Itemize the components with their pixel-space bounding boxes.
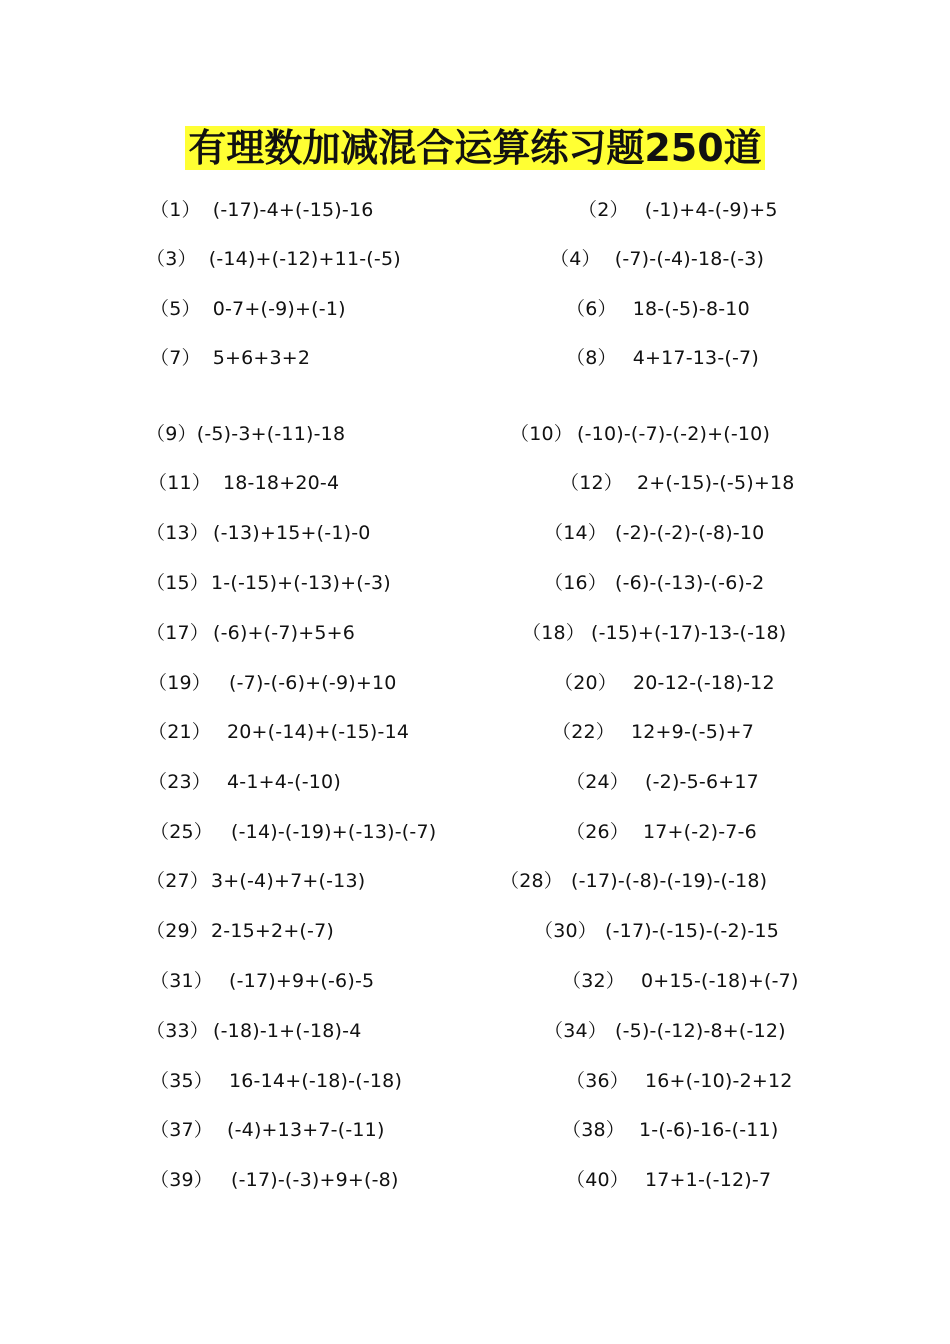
problem-number: （12） — [560, 472, 623, 494]
problem-5 — [150, 297, 346, 321]
problem-1 — [150, 198, 374, 222]
problem-expression: (-4)+13+7-(-11) — [226, 1119, 385, 1141]
problem-expression: 17+(-2)-7-6 — [642, 821, 757, 843]
page-title-text: 有理数加减混合运算练习题250道 — [185, 126, 764, 170]
page-title — [0, 122, 950, 174]
problem-25 — [150, 820, 436, 844]
problem-24 — [566, 770, 759, 794]
problem-number: （34） — [544, 1020, 607, 1042]
problem-number: （33） — [146, 1020, 209, 1042]
problem-expression: 4-1+4-(-10) — [226, 771, 341, 793]
problem-34 — [544, 1019, 786, 1043]
problem-32 — [562, 969, 799, 993]
problem-expression: (-14)-(-19)+(-13)-(-7) — [230, 821, 437, 843]
problem-expression: 1-(-6)-16-(-11) — [638, 1119, 779, 1141]
problem-21 — [148, 720, 409, 744]
problem-3 — [146, 247, 401, 271]
problem-expression: (-18)-1+(-18)-4 — [212, 1020, 362, 1042]
problem-expression: 5+6+3+2 — [212, 347, 311, 369]
problem-number: （23） — [148, 771, 211, 793]
problem-expression: 12+9-(-5)+7 — [630, 721, 755, 743]
problem-31 — [150, 969, 374, 993]
problem-27 — [146, 869, 365, 893]
problem-expression: (-15)+(-17)-13-(-18) — [590, 622, 787, 644]
problem-29 — [146, 919, 334, 943]
problem-expression: (-2)-5-6+17 — [644, 771, 759, 793]
problem-expression: 17+1-(-12)-7 — [644, 1169, 772, 1191]
problem-35 — [150, 1069, 402, 1093]
problem-expression: (-13)+15+(-1)-0 — [212, 522, 371, 544]
problem-number: （4） — [550, 248, 601, 270]
problem-number: （16） — [544, 572, 607, 594]
problem-22 — [552, 720, 754, 744]
problem-40 — [566, 1168, 771, 1192]
problem-expression: 0+15-(-18)+(-7) — [640, 970, 799, 992]
problem-26 — [566, 820, 757, 844]
problem-number: （36） — [566, 1070, 629, 1092]
problem-number: （25） — [150, 821, 213, 843]
problem-number: （29） — [146, 920, 209, 942]
problem-expression: (-17)-(-15)-(-2)-15 — [604, 920, 780, 942]
problem-23 — [148, 770, 341, 794]
problem-number: （9） — [146, 423, 197, 445]
problem-38 — [562, 1118, 778, 1142]
problem-number: （11） — [148, 472, 211, 494]
problem-number: （14） — [544, 522, 607, 544]
problem-number: （21） — [148, 721, 211, 743]
problem-expression: (-6)+(-7)+5+6 — [212, 622, 356, 644]
problem-number: （22） — [552, 721, 615, 743]
problem-36 — [566, 1069, 793, 1093]
problem-number: （38） — [562, 1119, 625, 1141]
problem-10 — [510, 422, 770, 446]
problem-number: （28） — [500, 870, 563, 892]
problem-number: （35） — [150, 1070, 213, 1092]
problem-number: （1） — [150, 199, 201, 221]
problem-number: （32） — [562, 970, 625, 992]
problem-expression: (-17)-4+(-15)-16 — [212, 199, 374, 221]
problem-number: （5） — [150, 298, 201, 320]
problem-37 — [150, 1118, 385, 1142]
problem-expression: 16-14+(-18)-(-18) — [228, 1070, 403, 1092]
problem-12 — [560, 471, 795, 495]
problem-7 — [150, 346, 310, 370]
problem-number: （27） — [146, 870, 209, 892]
problem-expression: (-17)+9+(-6)-5 — [228, 970, 375, 992]
problem-number: （31） — [150, 970, 213, 992]
problem-expression: 2+(-15)-(-5)+18 — [636, 472, 795, 494]
problem-expression: 2-15+2+(-7) — [210, 920, 335, 942]
problem-30 — [534, 919, 779, 943]
problem-number: （10） — [510, 423, 573, 445]
problem-expression: (-17)-(-3)+9+(-8) — [230, 1169, 399, 1191]
problem-number: （37） — [150, 1119, 213, 1141]
problem-number: （15） — [146, 572, 209, 594]
problem-number: （24） — [566, 771, 629, 793]
problem-20 — [554, 671, 775, 695]
problem-number: （40） — [566, 1169, 629, 1191]
problem-8 — [566, 346, 759, 370]
problem-number: （6） — [566, 298, 617, 320]
problem-number: （7） — [150, 347, 201, 369]
problem-11 — [148, 471, 339, 495]
problem-expression: (-1)+4-(-9)+5 — [644, 199, 778, 221]
problem-33 — [146, 1019, 362, 1043]
problem-expression: (-10)-(-7)-(-2)+(-10) — [576, 423, 771, 445]
problem-expression: 0-7+(-9)+(-1) — [212, 298, 346, 320]
problem-19 — [148, 671, 397, 695]
problem-expression: (-5)-3+(-11)-18 — [196, 423, 346, 445]
problem-number: （19） — [148, 672, 211, 694]
problem-16 — [544, 571, 764, 595]
problem-number: （20） — [554, 672, 617, 694]
problem-9 — [146, 422, 345, 446]
problem-28 — [500, 869, 767, 893]
problem-2 — [578, 198, 778, 222]
problem-4 — [550, 247, 764, 271]
problem-expression: (-7)-(-6)+(-9)+10 — [228, 672, 397, 694]
problem-6 — [566, 297, 750, 321]
problem-number: （17） — [146, 622, 209, 644]
problem-expression: 1-(-15)+(-13)+(-3) — [210, 572, 391, 594]
problem-number: （13） — [146, 522, 209, 544]
problem-number: （39） — [150, 1169, 213, 1191]
problem-expression: 20-12-(-18)-12 — [632, 672, 775, 694]
problem-number: （30） — [534, 920, 597, 942]
problem-expression: 18-(-5)-8-10 — [632, 298, 750, 320]
problem-expression: (-14)+(-12)+11-(-5) — [208, 248, 401, 270]
problem-17 — [146, 621, 355, 645]
problem-number: （2） — [578, 199, 629, 221]
problem-expression: 3+(-4)+7+(-13) — [210, 870, 366, 892]
problem-expression: (-2)-(-2)-(-8)-10 — [614, 522, 765, 544]
problem-13 — [146, 521, 371, 545]
problem-number: （18） — [522, 622, 585, 644]
problem-14 — [544, 521, 764, 545]
problem-15 — [146, 571, 391, 595]
problem-expression: (-17)-(-8)-(-19)-(-18) — [570, 870, 768, 892]
problem-expression: 18-18+20-4 — [222, 472, 340, 494]
problem-expression: (-5)-(-12)-8+(-12) — [614, 1020, 786, 1042]
problem-expression: (-7)-(-4)-18-(-3) — [614, 248, 765, 270]
problem-expression: 4+17-13-(-7) — [632, 347, 759, 369]
problem-39 — [150, 1168, 399, 1192]
problem-number: （8） — [566, 347, 617, 369]
problem-expression: 20+(-14)+(-15)-14 — [226, 721, 410, 743]
problem-18 — [522, 621, 786, 645]
problem-expression: 16+(-10)-2+12 — [644, 1070, 793, 1092]
problem-number: （3） — [146, 248, 197, 270]
problem-expression: (-6)-(-13)-(-6)-2 — [614, 572, 765, 594]
problem-number: （26） — [566, 821, 629, 843]
